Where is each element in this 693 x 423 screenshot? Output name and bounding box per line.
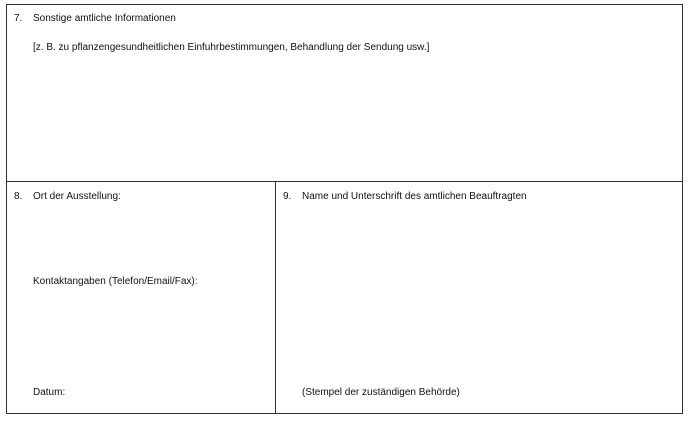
stamp-label: (Stempel der zuständigen Behörde) bbox=[302, 387, 460, 398]
section-7-other-official-info bbox=[7, 5, 682, 182]
section-8-place-of-issue bbox=[7, 182, 276, 413]
section-9-number: 9. bbox=[283, 191, 292, 202]
section-8-number: 8. bbox=[14, 191, 23, 202]
section-7-hint: [z. B. zu pflanzengesundheitlichen Einfuhrbestimmungen, Behandlung der Sendung usw.] bbox=[33, 42, 430, 53]
official-information-form bbox=[6, 4, 683, 414]
section-9-title: Name und Unterschrift des amtlichen Beauftragten bbox=[302, 191, 527, 202]
section-8-title: Ort der Ausstellung: bbox=[33, 191, 121, 202]
contact-details-label: Kontaktangaben (Telefon/Email/Fax): bbox=[33, 276, 198, 287]
section-7-title: Sonstige amtliche Informationen bbox=[33, 13, 176, 24]
date-label: Datum: bbox=[33, 387, 66, 398]
section-7-number: 7. bbox=[14, 13, 23, 24]
section-9-official-signature bbox=[276, 182, 682, 413]
